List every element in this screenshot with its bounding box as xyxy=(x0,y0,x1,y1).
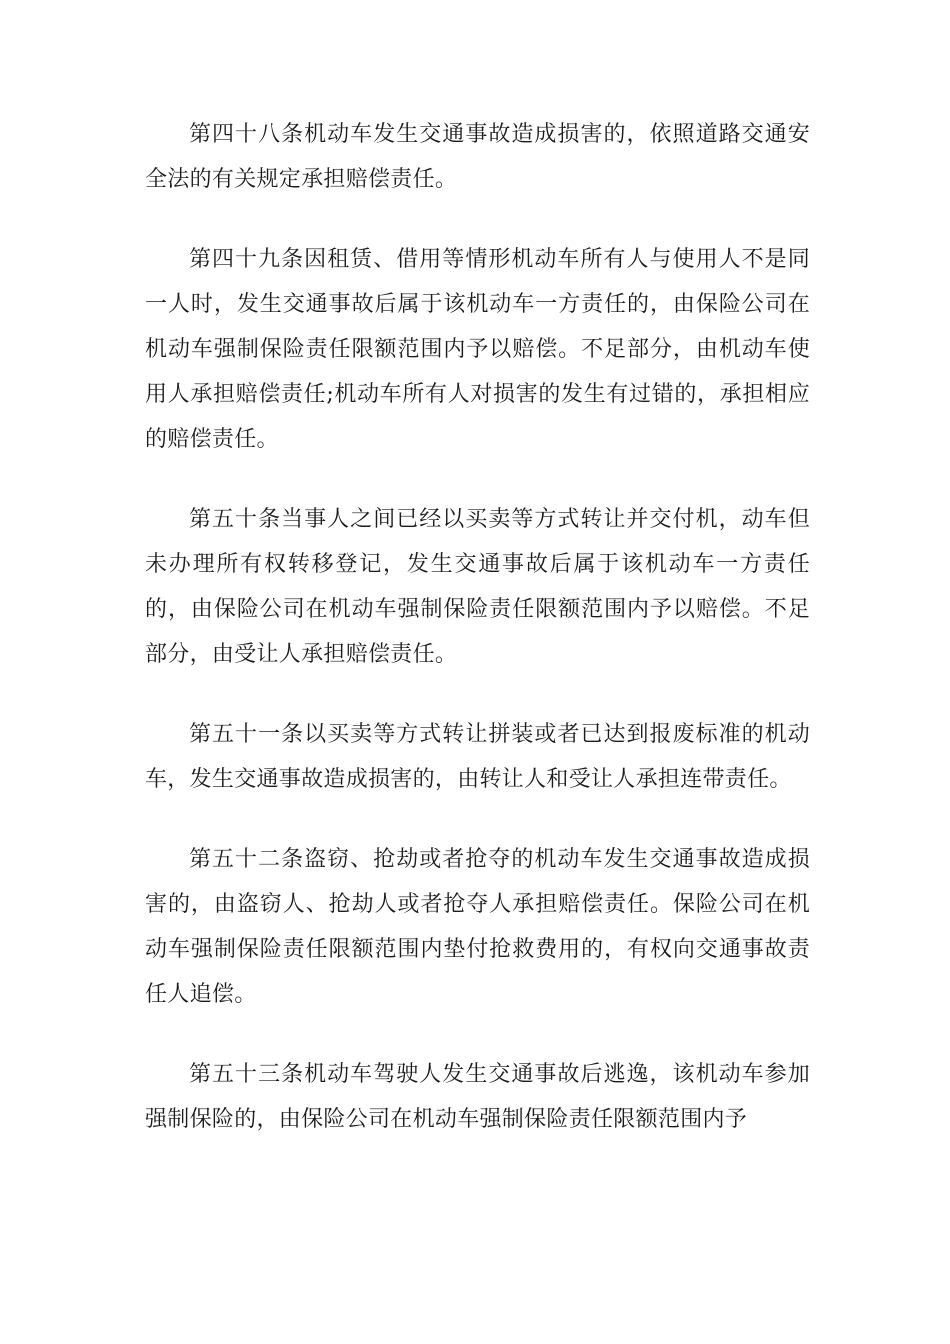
article-50-paragraph: 第五十条当事人之间已经以买卖等方式转让并交付机，动车但未办理所有权转移登记，发生交通事故后属于该机动车一方责任的，由保险公司在机动车强制保险责任限额范围内予以赔偿。不足部分，由受让人承担赔偿责任。 xyxy=(145,507,810,667)
article-51-paragraph: 第五十一条以买卖等方式转让拼装或者已达到报废标准的机动车，发生交通事故造成损害的，由转让人和受让人承担连带责任。 xyxy=(145,722,810,792)
document-body xyxy=(145,112,810,1177)
article-49-paragraph: 第四十九条因租赁、借用等情形机动车所有人与使用人不是同一人时，发生交通事故后属于该机动车一方责任的，由保险公司在机动车强制保险责任限额范围内予以赔偿。不足部分，由机动车使用人承担赔偿责任;机动车所有人对损害的发生有过错的，承担相应的赔偿责任。 xyxy=(145,247,810,452)
article-53-paragraph: 第五十三条机动车驾驶人发生交通事故后逃逸，该机动车参加强制保险的，由保险公司在机动车强制保险责任限额范围内予 xyxy=(145,1062,810,1132)
article-48-paragraph: 第四十八条机动车发生交通事故造成损害的，依照道路交通安全法的有关规定承担赔偿责任。 xyxy=(145,122,810,192)
article-52-paragraph: 第五十二条盗窃、抢劫或者抢夺的机动车发生交通事故造成损害的，由盗窃人、抢劫人或者抢夺人承担赔偿责任。保险公司在机动车强制保险责任限额范围内垫付抢救费用的，有权向交通事故责任人追偿。 xyxy=(145,847,810,1007)
